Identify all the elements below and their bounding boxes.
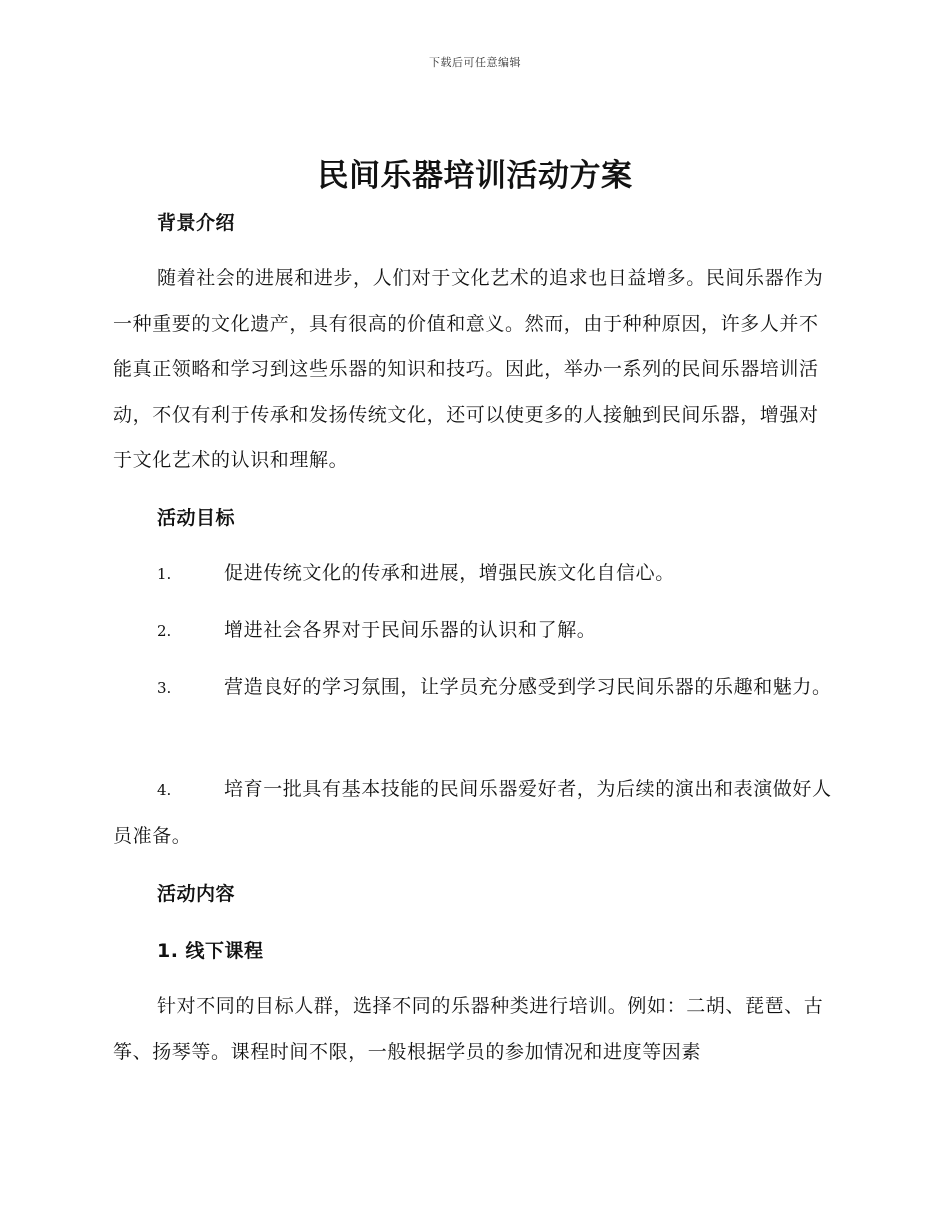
section-heading-content: 活动内容 — [157, 883, 236, 905]
goal-text: 营造良好的学习氛围，让学员充分感受到学习民间乐器的乐趣和魅力。 — [224, 676, 832, 698]
goal-item-3 — [113, 665, 835, 712]
subheading-offline-courses: 1. 线下课程 — [157, 940, 264, 962]
goal-text: 促进传统文化的传承和进展，增强民族文化自信心。 — [224, 562, 675, 584]
background-paragraph: 随着社会的进展和进步，人们对于文化艺术的追求也日益增多。民间乐器作为一种重要的文化遗产，具有很高的价值和意义。然而，由于种种原因，许多人并不能真正领略和学习到这些乐器的知识和技巧。因此，举办一系列的民间乐器培训活动，不仅有利于传承和发扬传统文化，还可以使更多的人接触到民间乐器，增强对于文化艺术的认识和理解。 — [113, 267, 824, 471]
goal-number: 4. — [157, 781, 172, 799]
goal-text: 增进社会各界对于民间乐器的认识和了解。 — [224, 619, 597, 641]
goal-text: 培育一批具有基本技能的民间乐器爱好者，为后续的演出和表演做好人员准备。 — [113, 778, 832, 847]
section-heading-goals: 活动目标 — [157, 507, 236, 529]
section-heading-background: 背景介绍 — [157, 212, 236, 234]
goal-number: 2. — [157, 622, 172, 640]
document-title: 民间乐器培训活动方案 — [317, 158, 633, 194]
goal-number: 1. — [157, 565, 172, 583]
page-header-note: 下载后可任意编辑 — [429, 56, 521, 69]
content-paragraph: 针对不同的目标人群，选择不同的乐器种类进行培训。例如：二胡、琵琶、古筝、扬琴等。课程时间不限，一般根据学员的参加情况和进度等因素 — [113, 995, 824, 1063]
goal-item-2 — [113, 608, 835, 655]
goal-number: 3. — [157, 679, 172, 697]
goal-item-4 — [113, 767, 835, 859]
goal-item-1 — [113, 551, 835, 598]
